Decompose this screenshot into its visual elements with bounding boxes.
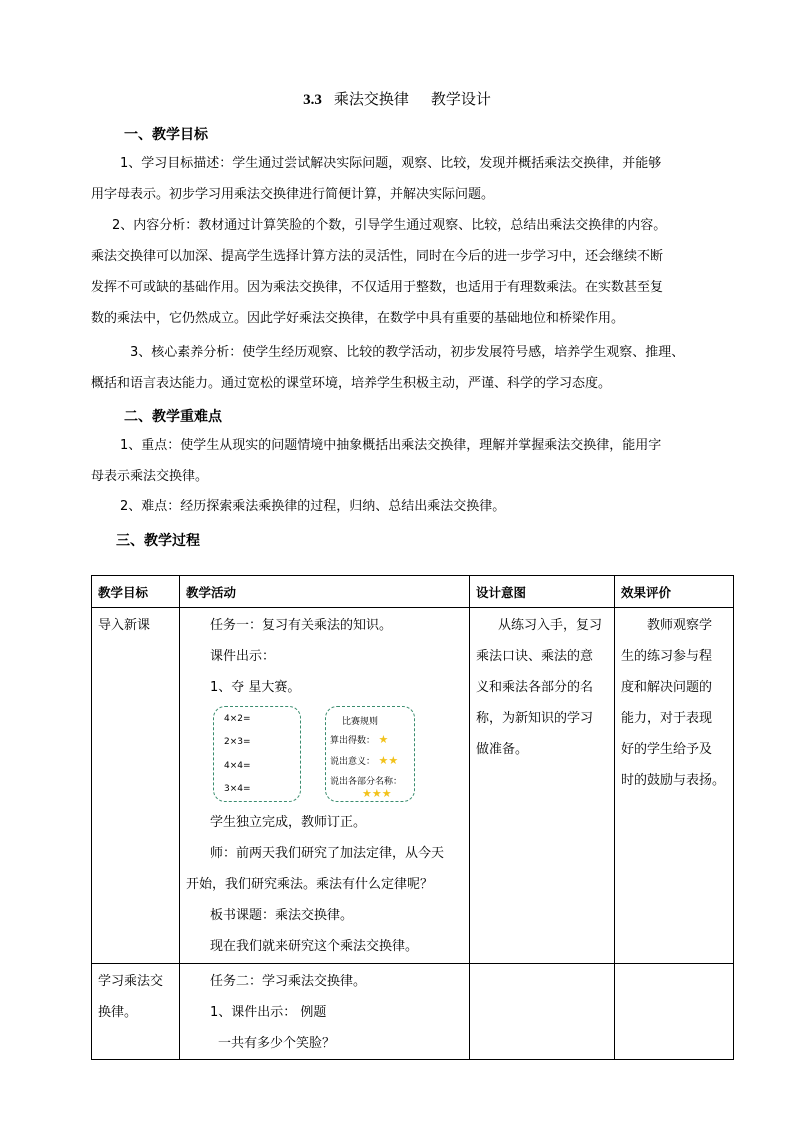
goals-heading: 一、教学目标 bbox=[124, 127, 208, 143]
star-icon: ★ bbox=[375, 733, 389, 746]
row1-eval bbox=[615, 608, 734, 964]
goal1-line1: 1、学习目标描述：学生通过尝试解决实际问题，观察、比较，发现并概括乘法交换律，并能够 bbox=[120, 156, 662, 171]
eval-line: 生的练习参与程 bbox=[621, 649, 713, 664]
task1-line: 任务一：复习有关乘法的知识。 bbox=[210, 618, 393, 633]
row1-goal: 导入新课 bbox=[92, 608, 180, 964]
goal-line: 换律。 bbox=[98, 1005, 138, 1020]
header-design: 设计意图 bbox=[470, 576, 615, 608]
exercise-item: 4×2= bbox=[224, 714, 251, 724]
exercise-box bbox=[213, 706, 301, 802]
eval-line: 能力，对于表现 bbox=[621, 711, 713, 726]
rule-item: 说出意义： ★★ bbox=[330, 754, 399, 767]
row2-activity bbox=[180, 964, 470, 1060]
header-goal: 教学目标 bbox=[92, 576, 180, 608]
page-title bbox=[0, 88, 794, 109]
star-contest-line: 1、夺 星大赛。 bbox=[210, 680, 301, 695]
goal-line: 学习乘法交 bbox=[98, 974, 164, 989]
table-header-row bbox=[92, 576, 734, 608]
design-line: 做准备。 bbox=[476, 742, 529, 757]
teaching-process-table bbox=[91, 575, 734, 1060]
activity-line: 开始，我们研究乘法。乘法有什么定律呢？ bbox=[186, 877, 434, 892]
courseware-line: 课件出示： bbox=[210, 649, 276, 664]
process-heading: 三、教学过程 bbox=[116, 533, 200, 549]
row2-eval bbox=[615, 964, 734, 1060]
rules-box bbox=[325, 706, 415, 802]
lesson-kind: 教学设计 bbox=[430, 90, 491, 108]
eval-line: 好的学生给予及 bbox=[621, 742, 713, 757]
star-icon: ★★ bbox=[375, 754, 399, 767]
design-line: 从练习入手，复习 bbox=[498, 618, 603, 633]
courseware-figure bbox=[180, 703, 469, 807]
header-eval: 效果评价 bbox=[615, 576, 734, 608]
goal1-line2: 用字母表示。初步学习用乘法交换律进行简便计算，并解决实际问题。 bbox=[91, 187, 495, 202]
goal3-line1: 3、核心素养分析：使学生经历观察、比较的教学活动，初步发展符号感，培养学生观察、推理、 bbox=[130, 345, 685, 360]
exercise-item: 4×4= bbox=[224, 761, 251, 771]
eval-line: 教师观察学 bbox=[647, 618, 713, 633]
table-row bbox=[92, 608, 734, 964]
example-line: 1、课件出示： 例题 bbox=[210, 1005, 327, 1020]
goal2-line1: 2、内容分析：教材通过计算笑脸的个数，引导学生通过观察、比较，总结出乘法交换律的内容。 bbox=[112, 218, 667, 233]
star-icon: ★★★ bbox=[362, 787, 392, 800]
rule-item: 算出得数： ★ bbox=[330, 733, 389, 746]
goal2-line4: 数的乘法中，它仍然成立。因此学好乘法交换律，在数学中具有重要的基础地位和桥梁作用。 bbox=[91, 311, 625, 326]
lesson-number: 3.3 bbox=[303, 92, 322, 108]
eval-line: 时的鼓励与表扬。 bbox=[621, 773, 726, 788]
activity-line: 现在我们就来研究这个乘法交换律。 bbox=[210, 939, 419, 954]
row2-design bbox=[470, 964, 615, 1060]
exercise-item: 3×4= bbox=[224, 784, 251, 794]
key-heading: 二、教学重难点 bbox=[124, 409, 222, 425]
goal3-line2: 概括和语言表达能力。通过宽松的课堂环境，培养学生积极主动，严谨、科学的学习态度。 bbox=[91, 376, 612, 391]
row1-design bbox=[470, 608, 615, 964]
key1-line1: 1、重点：使学生从现实的问题情境中抽象概括出乘法交换律，理解并掌握乘法交换律，能用字 bbox=[120, 438, 662, 453]
design-line: 乘法口诀、乘法的意 bbox=[476, 649, 594, 664]
task2-line: 任务二：学习乘法交换律。 bbox=[210, 974, 367, 989]
design-line: 称，为新知识的学习 bbox=[476, 711, 594, 726]
table-row bbox=[92, 964, 734, 1060]
eval-line: 度和解决问题的 bbox=[621, 680, 713, 695]
rule-item: 说出各部分名称： bbox=[330, 777, 403, 787]
goal2-line2: 乘法交换律可以加深、提高学生选择计算方法的灵活性，同时在今后的进一步学习中，还会继续不断 bbox=[91, 249, 664, 264]
row1-activity bbox=[180, 608, 470, 964]
goal2-line3: 发挥不可或缺的基础作用。因为乘法交换律，不仅适用于整数，也适用于有理数乘法。在实数甚至复 bbox=[91, 280, 664, 295]
row2-goal bbox=[92, 964, 180, 1060]
activity-line: 学生独立完成，教师订正。 bbox=[210, 815, 367, 830]
activity-line: 板书课题：乘法交换律。 bbox=[210, 908, 354, 923]
lesson-name: 乘法交换律 bbox=[333, 90, 409, 108]
key1-line2: 母表示乘法交换律。 bbox=[91, 469, 209, 484]
rules-title: 比赛规则 bbox=[342, 717, 379, 727]
header-activity: 教学活动 bbox=[180, 576, 470, 608]
key2-line1: 2、难点：经历探索乘法乘换律的过程，归纳、总结出乘法交换律。 bbox=[120, 499, 506, 514]
exercise-item: 2×3= bbox=[224, 737, 251, 747]
question-line: 一共有多少个笑脸？ bbox=[218, 1036, 336, 1051]
design-line: 义和乘法各部分的名 bbox=[476, 680, 594, 695]
activity-line: 师：前两天我们研究了加法定律，从今天 bbox=[210, 846, 445, 861]
